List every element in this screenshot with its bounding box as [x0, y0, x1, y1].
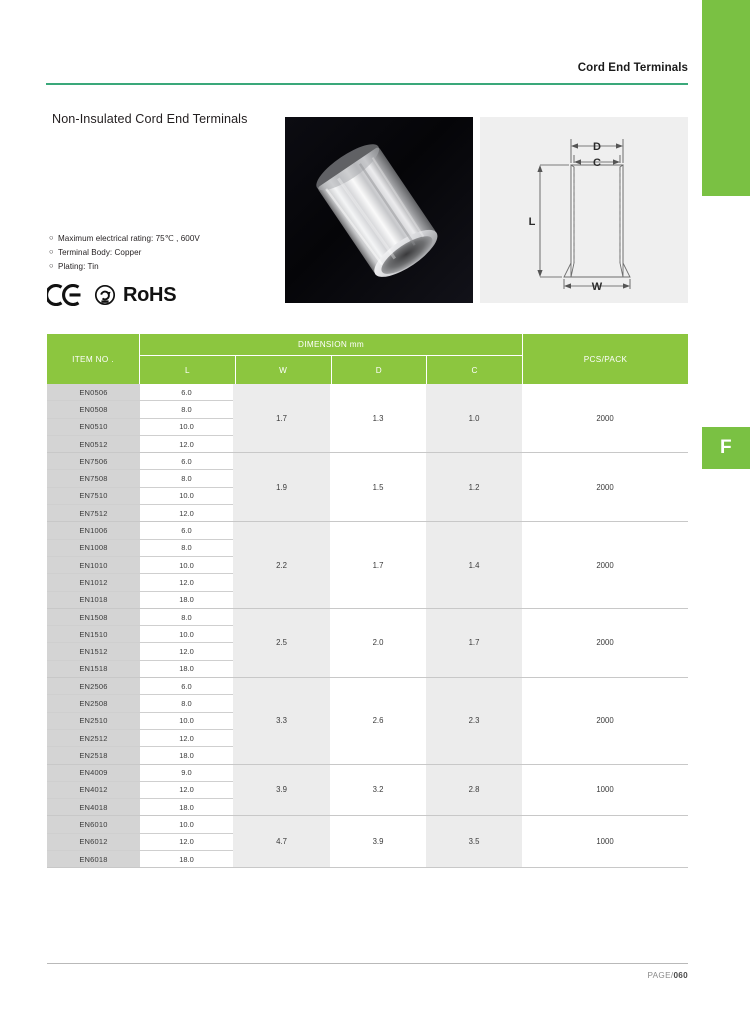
cell-width: 2.5 [233, 609, 330, 677]
drawing-label-c: C [593, 157, 601, 169]
cell-item-no: EN4012 [47, 782, 140, 798]
cell-item-no: EN2506 [47, 678, 140, 694]
table-group [47, 522, 688, 608]
specification-list [49, 233, 279, 274]
cell-width: 3.3 [233, 678, 330, 763]
cell-core: 1.2 [426, 453, 522, 521]
cell-length: 18.0 [140, 747, 233, 763]
cell-length: 8.0 [140, 695, 233, 711]
cell-length: 12.0 [140, 730, 233, 746]
cell-item-no: EN0510 [47, 419, 140, 435]
cell-item-no: EN6018 [47, 851, 140, 867]
column-header-dimension: DIMENSION mm [140, 334, 522, 356]
cell-item-no: EN7508 [47, 470, 140, 486]
cell-length: 8.0 [140, 470, 233, 486]
table-row [47, 384, 233, 401]
drawing-label-l: L [528, 216, 536, 228]
table-row [47, 851, 233, 867]
table-row [47, 522, 233, 539]
table-header-row [47, 334, 688, 384]
cell-length: 9.0 [140, 765, 233, 781]
column-header-pcs-pack: PCS/PACK [583, 354, 628, 364]
table-group-items [47, 678, 233, 763]
column-header-dimension-group [140, 334, 523, 384]
table-group-values [233, 765, 688, 816]
spec-item [49, 247, 279, 258]
cell-item-no: EN1010 [47, 557, 140, 573]
cell-length: 10.0 [140, 816, 233, 832]
bullet-icon: ○ [49, 260, 54, 270]
edge-color-band [702, 0, 750, 196]
cell-item-no: EN6010 [47, 816, 140, 832]
table-row [47, 765, 233, 782]
cell-item-no: EN1508 [47, 609, 140, 625]
table-row [47, 488, 233, 505]
page-footer [47, 963, 688, 980]
specification-table [47, 334, 688, 868]
cell-diameter: 1.7 [330, 522, 426, 607]
column-header-item-no: ITEM NO . [47, 334, 140, 384]
cell-width: 1.7 [233, 384, 330, 452]
cell-item-no: EN0508 [47, 401, 140, 417]
cell-diameter: 2.0 [330, 609, 426, 677]
cell-diameter: 3.9 [330, 816, 426, 867]
cell-pcs-pack: 1000 [522, 765, 688, 816]
cell-length: 8.0 [140, 401, 233, 417]
cell-diameter: 1.5 [330, 453, 426, 521]
drawing-label-w: W [591, 281, 603, 293]
table-row [47, 419, 233, 436]
cell-length: 12.0 [140, 505, 233, 521]
table-group-values [233, 609, 688, 677]
cell-length: 12.0 [140, 574, 233, 590]
section-tab-f[interactable] [702, 427, 750, 469]
cell-length: 18.0 [140, 799, 233, 815]
cell-item-no: EN0506 [47, 384, 140, 400]
cell-item-no: EN2508 [47, 695, 140, 711]
cell-pcs-pack: 2000 [522, 453, 688, 521]
table-row [47, 574, 233, 591]
bullet-icon: ○ [49, 246, 54, 256]
table-row [47, 557, 233, 574]
cell-length: 6.0 [140, 678, 233, 694]
page-header [46, 62, 688, 85]
cell-pcs-pack: 2000 [522, 609, 688, 677]
cell-width: 2.2 [233, 522, 330, 607]
cell-item-no: EN1012 [47, 574, 140, 590]
cell-length: 18.0 [140, 592, 233, 608]
cell-diameter: 2.6 [330, 678, 426, 763]
cell-item-no: EN1006 [47, 522, 140, 538]
cell-item-no: EN7510 [47, 488, 140, 504]
drawing-label-d: D [593, 141, 601, 153]
cell-item-no: EN1018 [47, 592, 140, 608]
table-group-values [233, 384, 688, 452]
cell-item-no: EN0512 [47, 436, 140, 452]
table-row [47, 626, 233, 643]
cell-item-no: EN6012 [47, 834, 140, 850]
cell-diameter: 3.2 [330, 765, 426, 816]
table-group-items [47, 453, 233, 521]
table-row [47, 661, 233, 677]
page-number-value: 060 [673, 971, 688, 980]
table-group-values [233, 678, 688, 763]
table-row [47, 609, 233, 626]
table-group [47, 453, 688, 522]
spec-text: Plating: Tin [58, 261, 99, 271]
cell-item-no: EN1512 [47, 643, 140, 659]
table-group-values [233, 522, 688, 607]
cell-length: 6.0 [140, 522, 233, 538]
cell-length: 10.0 [140, 626, 233, 642]
cell-item-no: EN7512 [47, 505, 140, 521]
cell-width: 4.7 [233, 816, 330, 867]
cell-core: 1.0 [426, 384, 522, 452]
table-row [47, 436, 233, 452]
cell-item-no: EN4009 [47, 765, 140, 781]
spec-item [49, 261, 279, 272]
table-row [47, 401, 233, 418]
cell-length: 6.0 [140, 384, 233, 400]
dimension-drawing [480, 117, 688, 303]
cell-item-no: EN1008 [47, 540, 140, 556]
table-row [47, 592, 233, 608]
column-header-c: C [471, 365, 478, 375]
cell-length: 18.0 [140, 851, 233, 867]
table-group [47, 609, 688, 678]
cell-length: 10.0 [140, 419, 233, 435]
table-group-items [47, 765, 233, 816]
table-row [47, 540, 233, 557]
cell-pcs-pack: 2000 [522, 384, 688, 452]
table-row [47, 505, 233, 521]
table-row [47, 834, 233, 851]
table-body [47, 384, 688, 868]
column-header-l: L [140, 356, 236, 384]
cell-length: 12.0 [140, 643, 233, 659]
table-group-items [47, 522, 233, 607]
table-group [47, 678, 688, 764]
cell-length: 6.0 [140, 453, 233, 469]
table-row [47, 643, 233, 660]
cell-item-no: EN7506 [47, 453, 140, 469]
ce-mark-icon [47, 283, 87, 307]
table-group [47, 765, 688, 817]
column-header-w: W [236, 356, 332, 384]
spec-text: Maximum electrical rating: 75℃ , 600V [58, 234, 200, 243]
cell-core: 2.8 [426, 765, 522, 816]
cell-pcs-pack: 2000 [522, 522, 688, 607]
table-group-items [47, 816, 233, 867]
header-divider [46, 83, 688, 85]
table-group [47, 384, 688, 453]
cell-length: 12.0 [140, 436, 233, 452]
cell-core: 1.4 [426, 522, 522, 607]
cell-pcs-pack: 2000 [522, 678, 688, 763]
table-row [47, 782, 233, 799]
table-group-values [233, 453, 688, 521]
cell-core: 3.5 [426, 816, 522, 867]
section-tab-label: F [719, 437, 733, 458]
spec-text: Terminal Body: Copper [58, 247, 142, 257]
product-photo [285, 117, 473, 303]
table-row [47, 453, 233, 470]
cell-pcs-pack: 1000 [522, 816, 688, 867]
cell-length: 12.0 [140, 834, 233, 850]
bullet-icon: ○ [49, 233, 54, 242]
table-group-items [47, 384, 233, 452]
table-row [47, 747, 233, 763]
page-title: Non-Insulated Cord End Terminals [52, 112, 248, 126]
table-group-values [233, 816, 688, 867]
cell-item-no: EN1518 [47, 661, 140, 677]
recycle-mark-icon [94, 284, 116, 306]
table-row [47, 799, 233, 815]
cell-length: 8.0 [140, 540, 233, 556]
cell-item-no: EN2512 [47, 730, 140, 746]
cell-length: 8.0 [140, 609, 233, 625]
cell-length: 12.0 [140, 782, 233, 798]
cell-length: 18.0 [140, 661, 233, 677]
cell-core: 1.7 [426, 609, 522, 677]
cell-width: 3.9 [233, 765, 330, 816]
cell-length: 10.0 [140, 557, 233, 573]
cell-width: 1.9 [233, 453, 330, 521]
table-row [47, 713, 233, 730]
table-group [47, 816, 688, 868]
page-number [47, 971, 688, 980]
table-row [47, 816, 233, 833]
cell-item-no: EN1510 [47, 626, 140, 642]
spec-item [49, 233, 279, 244]
footer-divider [47, 963, 688, 964]
cell-length: 10.0 [140, 488, 233, 504]
table-row [47, 695, 233, 712]
cell-core: 2.3 [426, 678, 522, 763]
certification-marks [47, 283, 176, 307]
table-group-items [47, 609, 233, 677]
cell-item-no: EN2510 [47, 713, 140, 729]
page-number-prefix: PAGE/ [647, 971, 674, 980]
cell-item-no: EN4018 [47, 799, 140, 815]
category-title: Cord End Terminals [577, 62, 688, 74]
rohs-mark-label: RoHS [123, 284, 177, 306]
cell-diameter: 1.3 [330, 384, 426, 452]
cell-item-no: EN2518 [47, 747, 140, 763]
table-row [47, 730, 233, 747]
cell-length: 10.0 [140, 713, 233, 729]
column-header-d: D [332, 356, 428, 384]
table-row [47, 678, 233, 695]
table-row [47, 470, 233, 487]
